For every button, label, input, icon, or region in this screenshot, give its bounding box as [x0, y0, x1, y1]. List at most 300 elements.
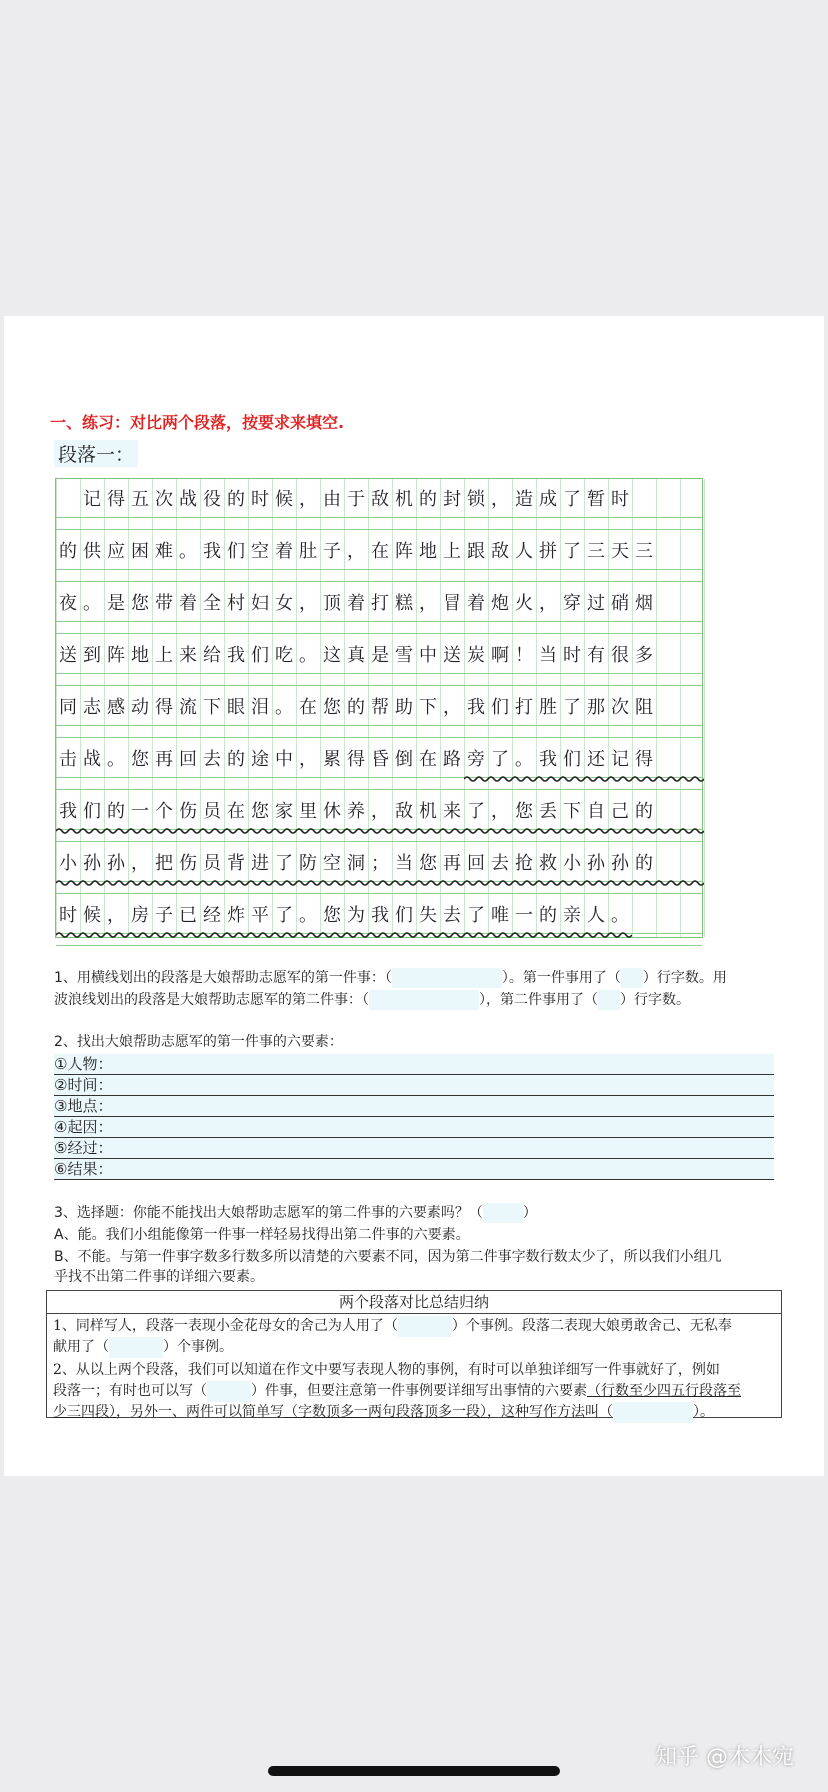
grid-cell: 上	[155, 645, 173, 666]
grid-cell: 战	[179, 489, 197, 510]
grid-cell: 村	[227, 593, 245, 614]
q1-blank-1[interactable]	[392, 968, 502, 988]
grid-cell: 我	[467, 697, 485, 718]
grid-cell: 全	[203, 593, 221, 614]
grid-cell: 锁	[467, 489, 485, 510]
grid-cell: 您	[251, 801, 269, 822]
q1-blank-2[interactable]	[621, 968, 643, 988]
grid-cell: 了	[491, 749, 509, 770]
grid-cell: 自	[587, 801, 605, 822]
summary-point-1	[53, 1316, 775, 1358]
grid-cell: 的	[635, 801, 653, 822]
grid-cell: 的	[227, 749, 245, 770]
grid-cell: 的	[59, 541, 77, 562]
grid-cell: 您	[323, 905, 341, 926]
grid-cell: 员	[203, 801, 221, 822]
grid-cell: 伤	[179, 853, 197, 874]
grid-cell: ，	[131, 853, 149, 874]
grid-cell: 小	[59, 853, 77, 874]
grid-cell: 您	[131, 593, 149, 614]
summary-text: 段落一；有时也可以写（	[53, 1383, 207, 1399]
grid-cell: 役	[203, 489, 221, 510]
grid-row	[56, 637, 702, 689]
grid-cell: 妇	[251, 593, 269, 614]
grid-cell: 真	[347, 645, 365, 666]
grid-cell: ，	[371, 801, 389, 822]
grid-cell: 了	[467, 801, 485, 822]
grid-cell: 感	[107, 697, 125, 718]
element-field-time[interactable]: ②时间：	[54, 1075, 774, 1096]
grid-cell: 封	[443, 489, 461, 510]
paragraph-label: 段落一：	[54, 440, 138, 467]
grid-cell: 经	[203, 905, 221, 926]
grid-cell: 夜	[59, 593, 77, 614]
grid-cell: 回	[467, 853, 485, 874]
grid-cell: 是	[107, 593, 125, 614]
grid-row-line	[56, 581, 702, 582]
grid-cell: 们	[395, 905, 413, 926]
grid-cell: 带	[155, 593, 173, 614]
grid-cell: 顶	[323, 593, 341, 614]
summary-text: 2、从以上两个段落，我们可以知道在作文中要写表现人物的事例，有时可以单独详细写一件事就好了，例如	[53, 1362, 720, 1378]
grid-cell: 三	[635, 541, 653, 562]
grid-cell: 把	[155, 853, 173, 874]
grid-cell: 候	[83, 905, 101, 926]
grid-cell: 您	[515, 801, 533, 822]
grid-cell: 泪	[251, 697, 269, 718]
q1-blank-3[interactable]	[369, 990, 479, 1010]
grid-cell: 阵	[395, 541, 413, 562]
question-2-title: 2、找出大娘帮助志愿军的第一件事的六要素：	[54, 1034, 343, 1050]
wavy-underline	[56, 879, 704, 887]
grid-cell: 途	[251, 749, 269, 770]
grid-row	[56, 845, 702, 897]
grid-cell: 人	[515, 541, 533, 562]
grid-cell: 志	[83, 697, 101, 718]
grid-cell: 次	[155, 489, 173, 510]
grid-cell: 时	[563, 645, 581, 666]
grid-cell: 下	[203, 697, 221, 718]
grid-cell: ，	[299, 593, 317, 614]
summary-text: ）。	[693, 1404, 714, 1420]
grid-cell: 成	[539, 489, 557, 510]
grid-cell: 由	[323, 489, 341, 510]
grid-cell: 跟	[467, 541, 485, 562]
summary-text: ）个事例。	[163, 1339, 233, 1355]
grid-cell: 这	[323, 645, 341, 666]
grid-cell: 当	[395, 853, 413, 874]
grid-row-line	[56, 517, 702, 518]
grid-cell: 战	[83, 749, 101, 770]
summary-underlined: 少三四段）	[53, 1404, 116, 1420]
grid-cell: ，	[347, 541, 365, 562]
element-field-result[interactable]: ⑥结果：	[54, 1159, 774, 1180]
grid-cell: 炸	[227, 905, 245, 926]
grid-cell: 三	[587, 541, 605, 562]
grid-row-line	[56, 893, 702, 894]
grid-cell: 再	[443, 853, 461, 874]
grid-cell: 。	[611, 905, 629, 926]
grid-cell: 造	[515, 489, 533, 510]
question-1	[54, 968, 727, 1010]
grid-cell: 助	[395, 697, 413, 718]
grid-cell: 有	[587, 645, 605, 666]
grid-cell: ，	[299, 489, 317, 510]
grid-cell: 去	[443, 905, 461, 926]
grid-cell: 去	[491, 853, 509, 874]
grid-cell: 来	[443, 801, 461, 822]
grid-cell: 房	[131, 905, 149, 926]
grid-row-line	[56, 685, 702, 686]
grid-cell: 炭	[467, 645, 485, 666]
grid-cell: ，	[443, 697, 461, 718]
grid-cell: 机	[419, 801, 437, 822]
grid-cell: 的	[419, 489, 437, 510]
grid-cell: ；	[371, 853, 389, 874]
grid-cell: 抢	[515, 853, 533, 874]
grid-cell: ，	[491, 801, 509, 822]
summary-text: ）件事，但要注意第一件事例要详细写出事情的六要素	[251, 1383, 587, 1399]
question-3	[54, 1203, 784, 1287]
grid-row	[56, 481, 702, 533]
grid-cell: 在	[371, 541, 389, 562]
grid-cell: 孙	[83, 853, 101, 874]
grid-cell: 洞	[347, 853, 365, 874]
grid-cell: 。	[179, 541, 197, 562]
grid-cell: 倒	[395, 749, 413, 770]
grid-row	[56, 793, 702, 845]
grid-cell: 阻	[635, 697, 653, 718]
grid-cell: 五	[131, 489, 149, 510]
grid-cell: 敌	[371, 489, 389, 510]
grid-cell: 硝	[611, 593, 629, 614]
grid-row-line	[56, 529, 702, 530]
grid-cell: 敌	[491, 541, 509, 562]
grid-cell: 供	[83, 541, 101, 562]
grid-cell: 家	[275, 801, 293, 822]
grid-cell: 们	[251, 645, 269, 666]
home-indicator[interactable]	[268, 1766, 560, 1776]
grid-cell: 您	[419, 853, 437, 874]
wavy-underline	[56, 931, 632, 939]
grid-cell: 下	[563, 801, 581, 822]
grid-cell: 平	[251, 905, 269, 926]
grid-cell: ，	[107, 905, 125, 926]
grid-cell: 时	[59, 905, 77, 926]
option-b-line1[interactable]: B、不能。与第一件事字数多行数多所以清楚的六要素不同，因为第二件事字数行数太少了，所以我们小组几	[54, 1249, 722, 1265]
grid-cell: 的	[635, 853, 653, 874]
grid-cell: 的	[347, 697, 365, 718]
grid-cell: 在	[419, 749, 437, 770]
grid-cell: 吃	[275, 645, 293, 666]
grid-cell: 记	[83, 489, 101, 510]
grid-cell: 着	[275, 541, 293, 562]
grid-cell: 流	[179, 697, 197, 718]
grid-cell: 打	[371, 593, 389, 614]
grid-cell: 空	[323, 853, 341, 874]
grid-cell: 救	[539, 853, 557, 874]
q1-blank-4[interactable]	[598, 990, 620, 1010]
grid-cell: 个	[155, 801, 173, 822]
grid-cell: 伤	[179, 801, 197, 822]
option-b-line2: 乎找不出第二件事的详细六要素。	[54, 1269, 264, 1285]
grid-cell: 敌	[395, 801, 413, 822]
grid-cell: 啊	[491, 645, 509, 666]
grid-cell: 一	[515, 905, 533, 926]
grid-cell: 了	[563, 541, 581, 562]
grid-cell: 地	[419, 541, 437, 562]
summary-point-2	[53, 1360, 775, 1423]
grid-cell: 一	[131, 801, 149, 822]
grid-cell: ，	[491, 489, 509, 510]
grid-cell: 着	[179, 593, 197, 614]
grid-cell: 中	[419, 645, 437, 666]
grid-cell: 中	[275, 749, 293, 770]
element-field-process[interactable]: ⑤经过：	[54, 1138, 774, 1159]
option-a[interactable]: A、能。我们小组能像第一件事一样轻易找得出第二件事的六要素。	[54, 1227, 470, 1243]
grid-cell: 我	[227, 645, 245, 666]
grid-cell: 火	[515, 593, 533, 614]
grid-cell: 孙	[611, 853, 629, 874]
grid-cell: 困	[131, 541, 149, 562]
grid-cell: 失	[419, 905, 437, 926]
q1-text: ）。第一件事用了（	[501, 970, 621, 986]
grid-cell: ！	[515, 645, 533, 666]
grid-cell: 子	[323, 541, 341, 562]
grid-cell: 时	[251, 489, 269, 510]
grid-cell: 着	[347, 593, 365, 614]
grid-cell	[56, 481, 80, 533]
grid-cell: 于	[347, 489, 365, 510]
grid-cell: 。	[83, 593, 101, 614]
writing-grid	[55, 478, 703, 938]
q1-text: ），第二件事用了（	[479, 992, 598, 1008]
grid-cell: 阵	[107, 645, 125, 666]
watermark: 知乎 @木木宛	[655, 1745, 794, 1770]
grid-cell: 了	[275, 905, 293, 926]
grid-cell: 肚	[299, 541, 317, 562]
grid-cell: 候	[275, 489, 293, 510]
grid-cell: 子	[155, 905, 173, 926]
grid-cell: 动	[131, 697, 149, 718]
q3-title: 3、选择题：你能不能找出大娘帮助志愿军的第二件事的六要素吗？（	[54, 1205, 483, 1221]
wavy-underline	[56, 827, 704, 835]
grid-cell: 。	[299, 905, 317, 926]
grid-cell: 了	[275, 853, 293, 874]
grid-cell: 的	[539, 905, 557, 926]
grid-cell: 得	[347, 749, 365, 770]
q1-text: ）行字数。	[620, 992, 690, 1008]
grid-cell: 为	[347, 905, 365, 926]
grid-cell: 去	[203, 749, 221, 770]
grid-cell: 眼	[227, 697, 245, 718]
grid-cell: 给	[203, 645, 221, 666]
grid-cell: 难	[155, 541, 173, 562]
grid-cell: 。	[299, 645, 317, 666]
grid-cell: 己	[611, 801, 629, 822]
grid-cell: 得	[155, 697, 173, 718]
grid-cell: 是	[371, 645, 389, 666]
q3-blank[interactable]	[483, 1203, 523, 1223]
grid-cell: 我	[203, 541, 221, 562]
grid-cell: 丢	[539, 801, 557, 822]
grid-cell: 次	[611, 697, 629, 718]
q1-text: 波浪线划出的段落是大娘帮助志愿军的第二件事：（	[54, 992, 369, 1008]
summary-text: 1、同样写人，段落一表现小金花母女的舍己为人用了（	[53, 1318, 398, 1334]
grid-cell: 糕	[395, 593, 413, 614]
grid-cell: 烟	[635, 593, 653, 614]
grid-row-line	[56, 945, 702, 946]
summary-blank-4[interactable]	[613, 1402, 693, 1423]
grid-cell: 回	[179, 749, 197, 770]
grid-cell: 穿	[563, 593, 581, 614]
grid-cell: 打	[515, 697, 533, 718]
grid-cell: 昏	[371, 749, 389, 770]
grid-cell: 暂	[587, 489, 605, 510]
grid-cell: 累	[323, 749, 341, 770]
grid-row-line	[56, 737, 702, 738]
grid-cell: 们	[227, 541, 245, 562]
grid-cell: ，	[539, 593, 557, 614]
grid-cell: 时	[611, 489, 629, 510]
q3-title-end: ）	[522, 1205, 537, 1221]
summary-text: ，另外一、两件可以简单写	[116, 1404, 284, 1420]
grid-cell: 多	[635, 645, 653, 666]
grid-cell: 们	[83, 801, 101, 822]
grid-cell: 很	[611, 645, 629, 666]
grid-cell: 养	[347, 801, 365, 822]
grid-row-line	[56, 673, 702, 674]
grid-cell: 您	[323, 697, 341, 718]
grid-cell: 孙	[107, 853, 125, 874]
grid-row-line	[56, 621, 702, 622]
grid-cell: 我	[371, 905, 389, 926]
grid-cell: 到	[83, 645, 101, 666]
grid-cell: 送	[59, 645, 77, 666]
grid-cell: 下	[419, 697, 437, 718]
summary-underlined: （行数至少四五行段落至	[587, 1383, 741, 1399]
grid-cell: 应	[107, 541, 125, 562]
grid-cell: 记	[611, 749, 629, 770]
grid-row	[56, 585, 702, 637]
grid-cell: 雪	[395, 645, 413, 666]
grid-row-line	[56, 789, 702, 790]
grid-cell: 来	[179, 645, 197, 666]
grid-cell: 上	[443, 541, 461, 562]
grid-cell: 了	[563, 489, 581, 510]
element-field-cause[interactable]: ④起因：	[54, 1117, 774, 1138]
grid-cell: 机	[395, 489, 413, 510]
grid-cell: 旁	[467, 749, 485, 770]
element-field-place[interactable]: ③地点：	[54, 1096, 774, 1117]
grid-cell: 人	[587, 905, 605, 926]
grid-cell: 进	[251, 853, 269, 874]
grid-cell: 同	[59, 697, 77, 718]
grid-row-line	[56, 633, 702, 634]
grid-cell: 地	[131, 645, 149, 666]
grid-cell: ，	[299, 749, 317, 770]
grid-row-line	[56, 725, 702, 726]
grid-cell: 已	[179, 905, 197, 926]
q1-text: ）行字数。用	[642, 970, 727, 986]
grid-cell: 孙	[587, 853, 605, 874]
grid-cell: 的	[227, 489, 245, 510]
grid-cell: 小	[563, 853, 581, 874]
summary-title: 两个段落对比总结归纳	[47, 1291, 781, 1314]
summary-table	[46, 1290, 782, 1418]
grid-cell: 送	[443, 645, 461, 666]
grid-cell: 击	[59, 749, 77, 770]
grid-row	[56, 689, 702, 741]
grid-cell: 得	[107, 489, 125, 510]
grid-cell: 拼	[539, 541, 557, 562]
grid-cell: 您	[131, 749, 149, 770]
grid-cell: 在	[299, 697, 317, 718]
grid-cell: 唯	[491, 905, 509, 926]
grid-cell: 胜	[539, 697, 557, 718]
grid-cell: 里	[299, 801, 317, 822]
grid-row	[56, 533, 702, 585]
grid-cell: 了	[563, 697, 581, 718]
grid-cell: 得	[635, 749, 653, 770]
grid-cell: 空	[251, 541, 269, 562]
grid-row	[56, 897, 702, 949]
grid-row	[56, 741, 702, 793]
grid-cell: 背	[227, 853, 245, 874]
summary-text: ）个事例。段落二表现大娘勇敢舍己、无私奉	[451, 1318, 732, 1334]
grid-cell: 炮	[491, 593, 509, 614]
grid-cell: 女	[275, 593, 293, 614]
grid-cell: 员	[203, 853, 221, 874]
summary-text: 献用了（	[53, 1339, 109, 1355]
grid-cell: 休	[323, 801, 341, 822]
grid-cell: 了	[467, 905, 485, 926]
grid-cell: 再	[155, 749, 173, 770]
grid-cell: 。	[275, 697, 293, 718]
grid-cell: 防	[299, 853, 317, 874]
q1-text: 1、用横线划出的段落是大娘帮助志愿军的第一件事：（	[54, 970, 392, 986]
summary-blank-1[interactable]	[398, 1316, 452, 1337]
grid-row-line	[56, 569, 702, 570]
grid-cell: 着	[467, 593, 485, 614]
grid-cell: 在	[227, 801, 245, 822]
wavy-underline	[464, 775, 704, 783]
grid-cell: 冒	[443, 593, 461, 614]
grid-cell: 我	[59, 801, 77, 822]
grid-row-line	[56, 841, 702, 842]
grid-cell: 还	[587, 749, 605, 770]
grid-cell: 亲	[563, 905, 581, 926]
grid-cell: ，	[419, 593, 437, 614]
element-field-person[interactable]: ①人物：	[54, 1054, 774, 1075]
summary-blank-3[interactable]	[207, 1381, 251, 1402]
section-title: 一、练习：对比两个段落，按要求来填空.	[50, 413, 345, 432]
grid-cell: 。	[515, 749, 533, 770]
grid-cell: 们	[563, 749, 581, 770]
grid-cell: 那	[587, 697, 605, 718]
grid-cell: 帮	[371, 697, 389, 718]
grid-column-line	[704, 479, 705, 937]
grid-cell: 。	[107, 749, 125, 770]
summary-blank-2[interactable]	[109, 1337, 163, 1358]
grid-cell: 天	[611, 541, 629, 562]
grid-cell: 们	[491, 697, 509, 718]
grid-cell: 路	[443, 749, 461, 770]
summary-text: ，这种写作方法叫（	[487, 1404, 613, 1420]
grid-cell: 过	[587, 593, 605, 614]
summary-underlined: （字数顶多一两句段落顶多一段）	[284, 1404, 487, 1420]
grid-cell: 的	[107, 801, 125, 822]
